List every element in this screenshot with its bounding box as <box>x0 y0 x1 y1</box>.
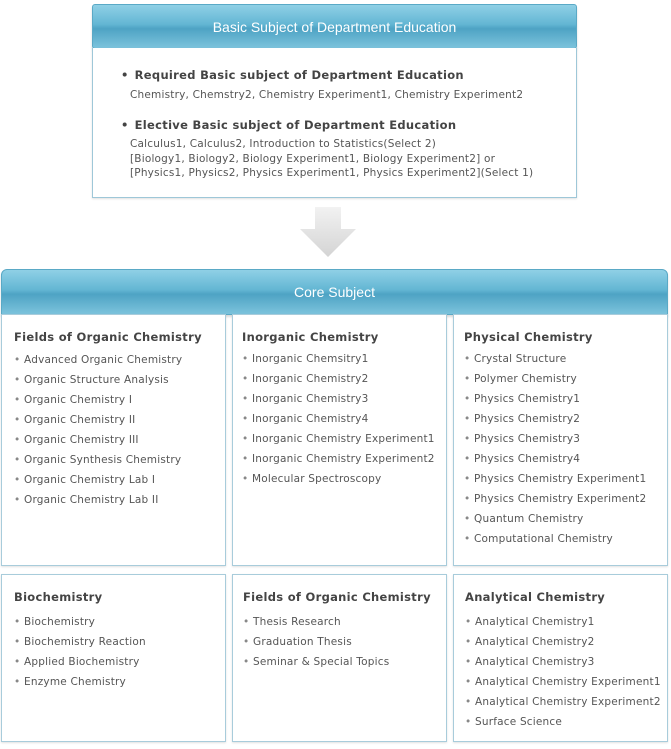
list-item-label: Inorganic Chemistry3 <box>252 393 369 405</box>
list-item-label: Inorganic Chemistry Experiment1 <box>252 433 435 445</box>
bullet-icon: • <box>14 474 21 486</box>
bullet-icon: • <box>242 473 249 485</box>
bullet-icon: • <box>121 118 129 132</box>
list-item <box>14 632 146 652</box>
list-item-label: Physics Chemistry4 <box>474 453 581 465</box>
list-item-label: Organic Chemistry Lab I <box>24 474 156 486</box>
bullet-icon: • <box>14 454 21 466</box>
list-item-label: Physics Chemistry2 <box>474 413 581 425</box>
list-item-label: Applied Biochemistry <box>24 656 140 668</box>
list-item <box>464 509 646 529</box>
list-item <box>464 529 646 549</box>
bullet-icon: • <box>14 616 21 628</box>
card-list <box>242 349 435 489</box>
list-item-label: Biochemistry Reaction <box>24 636 146 648</box>
list-item <box>14 390 182 410</box>
list-item <box>14 470 182 490</box>
list-item <box>14 672 146 692</box>
list-item <box>14 450 182 470</box>
list-item <box>14 350 182 370</box>
list-item-label: Biochemistry <box>24 616 96 628</box>
list-item-label: Organic Chemistry II <box>24 414 136 426</box>
bullet-icon: • <box>465 676 472 688</box>
elective-section-title: • Elective Basic subject of Department Education <box>121 118 457 132</box>
list-item <box>464 429 646 449</box>
bullet-icon: • <box>464 393 471 405</box>
list-item-label: Analytical Chemistry1 <box>475 616 595 628</box>
bullet-icon: • <box>243 636 250 648</box>
list-item <box>242 469 435 489</box>
list-item-label: Analytical Chemistry3 <box>475 656 595 668</box>
elective-line-1: Calculus1, Calculus2, Introduction to Statistics(Select 2) <box>130 138 437 150</box>
bullet-icon: • <box>14 494 21 506</box>
list-item <box>464 469 646 489</box>
list-item-label: Polymer Chemistry <box>474 373 577 385</box>
list-item <box>465 692 661 712</box>
list-item-label: Analytical Chemistry2 <box>475 636 595 648</box>
list-item <box>465 672 661 692</box>
bullet-icon: • <box>465 616 472 628</box>
bullet-icon: • <box>242 453 249 465</box>
bullet-icon: • <box>243 656 250 668</box>
bullet-icon: • <box>464 533 471 545</box>
bullet-icon: • <box>464 513 471 525</box>
basic-subject-title: Basic Subject of Department Education <box>212 18 457 35</box>
list-item <box>242 389 435 409</box>
list-item-label: Organic Synthesis Chemistry <box>24 454 182 466</box>
list-item <box>14 370 182 390</box>
list-item-label: Analytical Chemistry Experiment2 <box>475 696 661 708</box>
bullet-icon: • <box>465 656 472 668</box>
list-item <box>464 389 646 409</box>
list-item <box>14 410 182 430</box>
bullet-icon: • <box>464 373 471 385</box>
card-title: Fields of Organic Chemistry <box>243 590 431 604</box>
card-title: Biochemistry <box>14 590 103 604</box>
list-item-label: Seminar & Special Topics <box>253 656 390 668</box>
list-item-label: Quantum Chemistry <box>474 513 584 525</box>
card-organic-chemistry <box>1 314 226 566</box>
list-item-label: Molecular Spectroscopy <box>252 473 382 485</box>
list-item <box>465 712 661 732</box>
bullet-icon: • <box>14 374 21 386</box>
list-item <box>14 612 146 632</box>
bullet-icon: • <box>464 413 471 425</box>
card-biochemistry <box>1 574 226 742</box>
list-item <box>14 490 182 510</box>
list-item-label: Organic Chemistry III <box>24 434 139 446</box>
list-item <box>14 652 146 672</box>
list-item <box>464 489 646 509</box>
bullet-icon: • <box>242 373 249 385</box>
card-list <box>14 350 182 510</box>
list-item <box>465 652 661 672</box>
bullet-icon: • <box>121 68 129 82</box>
list-item-label: Organic Chemistry I <box>24 394 133 406</box>
card-title: Physical Chemistry <box>464 330 593 344</box>
bullet-icon: • <box>464 473 471 485</box>
list-item-label: Organic Chemistry Lab II <box>24 494 159 506</box>
list-item-label: Surface Science <box>475 716 563 728</box>
bullet-icon: • <box>14 354 21 366</box>
card-list <box>243 612 389 672</box>
list-item-label: Physics Chemistry Experiment1 <box>474 473 647 485</box>
bullet-icon: • <box>465 636 472 648</box>
list-item-label: Physics Chemistry1 <box>474 393 581 405</box>
bullet-icon: • <box>14 414 21 426</box>
list-item <box>464 409 646 429</box>
required-subjects: Chemistry, Chemstry2, Chemistry Experiment1, Chemistry Experiment2 <box>130 89 524 101</box>
bullet-icon: • <box>14 636 21 648</box>
list-item <box>242 369 435 389</box>
card-physical-chemistry <box>453 314 668 566</box>
list-item-label: Inorganic Chemsitry1 <box>252 353 369 365</box>
down-arrow-icon <box>300 207 356 257</box>
list-item <box>465 612 661 632</box>
list-item <box>243 612 389 632</box>
list-item-label: Analytical Chemistry Experiment1 <box>475 676 661 688</box>
bullet-icon: • <box>465 696 472 708</box>
list-item <box>464 449 646 469</box>
required-section-title: • Required Basic subject of Department Education <box>121 68 464 82</box>
list-item-label: Inorganic Chemistry2 <box>252 373 369 385</box>
bullet-icon: • <box>14 434 21 446</box>
list-item <box>243 632 389 652</box>
card-analytical-chemistry <box>453 574 668 742</box>
elective-line-3: [Physics1, Physics2, Physics Experiment1, Physics Experiment2](Select 1) <box>130 167 534 179</box>
list-item-label: Physics Chemistry3 <box>474 433 581 445</box>
bullet-icon: • <box>14 656 21 668</box>
list-item <box>242 409 435 429</box>
list-item <box>242 429 435 449</box>
list-item-label: Thesis Research <box>253 616 341 628</box>
list-item-label: Computational Chemistry <box>474 533 613 545</box>
bullet-icon: • <box>242 433 249 445</box>
list-item-label: Physics Chemistry Experiment2 <box>474 493 647 505</box>
card-list <box>14 612 146 692</box>
bullet-icon: • <box>464 453 471 465</box>
list-item <box>242 349 435 369</box>
bullet-icon: • <box>243 616 250 628</box>
list-item-label: Organic Structure Analysis <box>24 374 169 386</box>
bullet-icon: • <box>242 353 249 365</box>
bullet-icon: • <box>464 493 471 505</box>
card-list <box>464 349 646 549</box>
list-item-label: Crystal Structure <box>474 353 567 365</box>
list-item-label: Enzyme Chemistry <box>24 676 126 688</box>
card-inorganic-chemistry <box>232 314 447 566</box>
list-item <box>464 349 646 369</box>
bullet-icon: • <box>464 353 471 365</box>
bullet-icon: • <box>14 676 21 688</box>
card-list <box>465 612 661 732</box>
card-title: Analytical Chemistry <box>465 590 606 604</box>
bullet-icon: • <box>242 413 249 425</box>
elective-line-2: [Biology1, Biology2, Biology Experiment1, Biology Experiment2] or <box>130 153 496 165</box>
bullet-icon: • <box>464 433 471 445</box>
card-title: Inorganic Chemistry <box>242 330 379 344</box>
card-title: Fields of Organic Chemistry <box>14 330 202 344</box>
core-subject-header <box>1 269 668 315</box>
bullet-icon: • <box>242 393 249 405</box>
list-item-label: Inorganic Chemistry Experiment2 <box>252 453 435 465</box>
core-subject-title: Core Subject <box>294 284 375 300</box>
list-item <box>242 449 435 469</box>
list-item <box>465 632 661 652</box>
bullet-icon: • <box>465 716 472 728</box>
list-item-label: Graduation Thesis <box>253 636 352 648</box>
list-item-label: Advanced Organic Chemistry <box>24 354 183 366</box>
basic-subject-box <box>92 48 577 198</box>
list-item <box>243 652 389 672</box>
list-item-label: Inorganic Chemistry4 <box>252 413 369 425</box>
list-item <box>464 369 646 389</box>
bullet-icon: • <box>14 394 21 406</box>
list-item <box>14 430 182 450</box>
basic-subject-header <box>92 4 577 49</box>
card-thesis <box>232 574 447 742</box>
